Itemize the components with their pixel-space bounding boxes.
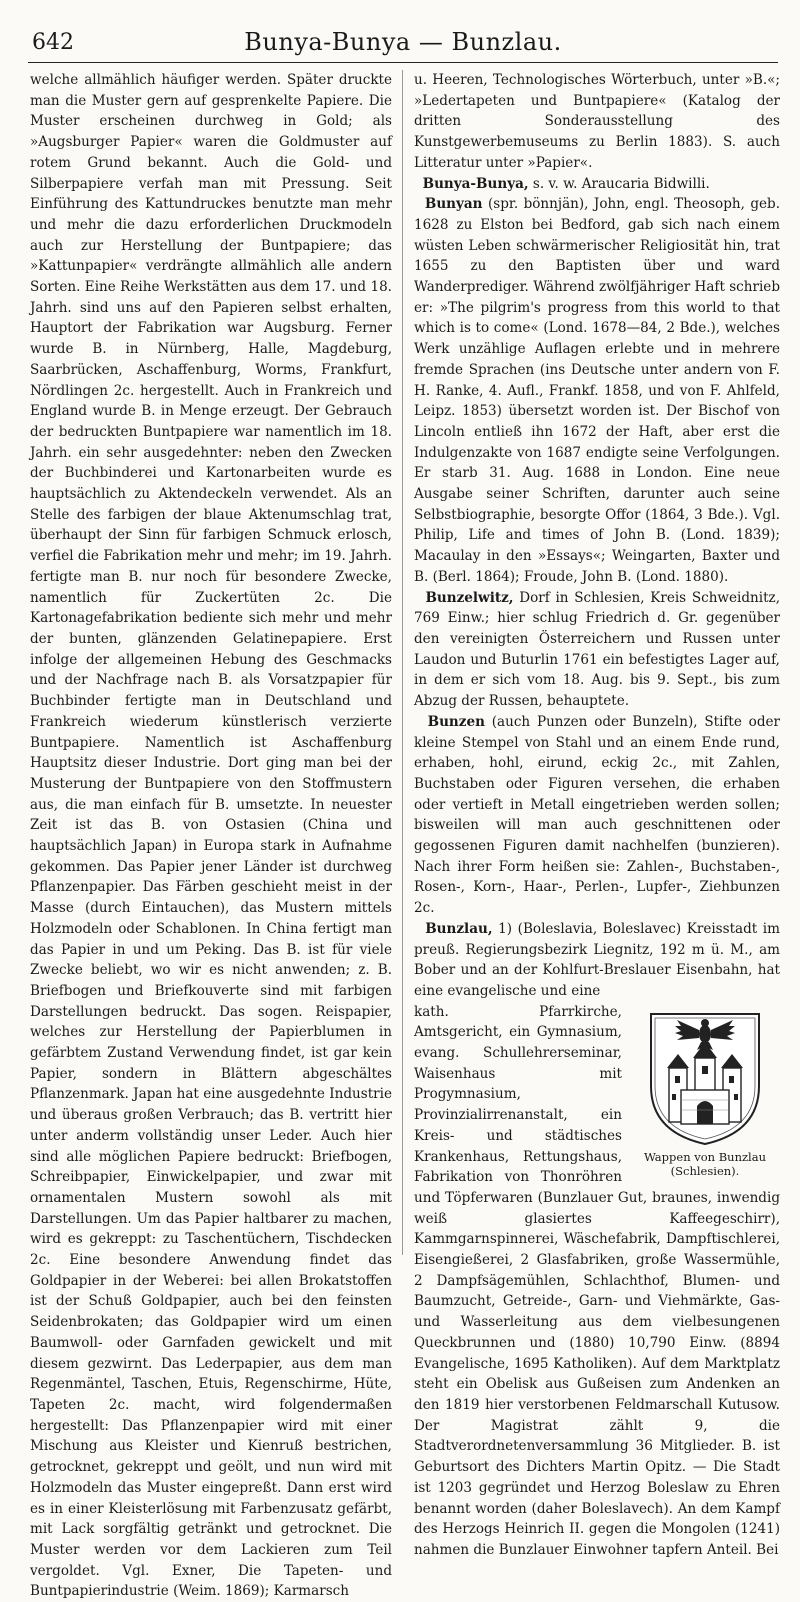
bunzlau-coat-of-arms [630, 1008, 780, 1178]
entry-bunyan [414, 194, 780, 587]
headword-bunzelwitz: Bunzelwitz, [425, 589, 514, 606]
crest-caption-line2: (Schlesien). [670, 1163, 740, 1178]
entry-text-bunzelwitz: Dorf in Schlesien, Kreis Schweidnitz, 769 Einw.; hier schlug Friedrich d. Gr. gegenüber den vereinigten Österreichern und Russen unter Laudon und Buturlin 1761 ein befestigtes Lager auf, in dem er sich vom 18. Aug. bis 9. Sept., bis zum Abzug der Russen, behauptete. [414, 589, 780, 710]
entry-intro-bunzlau: 1) (Boleslavia, Boleslavec) Kreisstadt im preuß. Regierungsbezirk Liegnitz, 192 m ü. M., am Bober und an der Kohlfurt-Breslauer Eisenbahn, hat eine evangelische und eine [414, 920, 780, 999]
coat-of-arms-icon [641, 1008, 769, 1148]
left-column [30, 70, 392, 1602]
column-divider [402, 70, 403, 1255]
buntpapier-bibliography-continuation: u. Heeren, Technologisches Wörterbuch, unter »B.«; »Ledertapeten und Buntpapiere« (Katalog der dritten Sonderausstellung des Kunstgewerbemuseums zu Berlin 1883). S. auch Litteratur unter »Papier«. [414, 72, 780, 171]
headword-bunzen: Bunzen [427, 713, 485, 730]
headword-bunya-bunya: Bunya-Bunya, [422, 175, 529, 192]
headword-bunzlau: Bunzlau, [425, 920, 493, 937]
crest-caption-line1: Wappen von Bunzlau [643, 1149, 766, 1164]
entry-text-bunyan: (spr. bönnjän), John, engl. Theosoph, geb. 1628 zu Elston bei Bedford, gab sich nach einem wüsten Leben schwärmerischer Religiosität hin, trat 1655 zu den Baptisten über und ward Wanderprediger. Während zwölfjähriger Haft schrieb er: »The pilgrim's progress from this world to that which is to come« (Lond. 1678—84, 2 Bde.), welches Werk unzählige Auflagen erlebte und in mehrere fremde Sprachen (ins Deutsche unter andern von F. H. Ranke, 4. Aufl., Frankf. 1858, und von F. Ahlfeld, Leipz. 1853) übersetzt worden ist. Der Bischof von Lincoln entließ ihn 1672 der Haft, aber erst die Indulgenzakte von 1687 endigte seine Verfolgungen. Er starb 31. Aug. 1688 in London. Eine neue Ausgabe seiner Schriften, darunter auch seine Selbstbiographie, besorgte Offor (1864, 3 Bde.). Vgl. Philip, Life and times of John B. (Lond. 1839); Macaulay in den »Essays«; Weingarten, Baxter und B. (Berl. 1864); Froude, John B. (Lond. 1880). [414, 196, 780, 585]
entry-bunzlau [414, 919, 780, 1002]
page-number: 642 [32, 30, 74, 55]
crest-caption [630, 1150, 780, 1178]
running-title: Bunya-Bunya — Bunzlau. [244, 28, 562, 56]
right-column [414, 70, 780, 1561]
entry-bunya-bunya [414, 174, 780, 195]
entry-bunzen [414, 712, 780, 919]
entry-text-bunya-bunya: s. v. w. Araucaria Bidwilli. [528, 175, 710, 192]
entry-text-bunzlau: kath. Pfarrkirche, Amtsgericht, ein Gymnasium, evang. Schullehrerseminar, Waisenhaus mit Progymnasium, Provinzialirrenanstalt, ein Kreis- und städtisches Krankenhaus, Rettungshaus, Fabrikation von Thonröhren und Töpferwaren (Bunzlauer Gut, braunes, inwendig weiß glasiertes Kaffeegeschirr), Kammgarnspinnerei, Wäschefabrik, Dampftischlerei, Eisengießerei, 2 Glasfabriken, große Wassermühle, 2 Dampfsägemühlen, Schlachthof, Blumen- und Baumzucht, Getreide-, Garn- und Viehmärkte, Gas- und Wasserleitung aus dem vielbesungenen Queckbrunnen und (1880) 10,790 Einw. (8894 Evangelische, 1695 Katholiken). Auf dem Marktplatz steht ein Obelisk aus Gußeisen zum Andenken an den 1819 hier verstorbenen Feldmarschall Kutusow. Der Magistrat zählt 9, die Stadtverordnetenversammlung 36 Mitglieder. B. ist Geburtsort des Dichters Martin Opitz. — Die Stadt ist 1203 gegründet und Herzog Boleslaw zu Ehren benannt worden (daher Boleslavech). An dem Kampf des Herzogs Heinrich II. gegen die Mongolen (1241) nahmen die Bunzlauer Einwohner tapfern Anteil. Bei [414, 1003, 780, 1558]
entry-bunzelwitz [414, 588, 780, 712]
headword-bunyan: Bunyan [424, 196, 483, 213]
page-header [28, 22, 778, 63]
buntpapier-article-continuation: welche allmählich häufiger werden. Später druckte man die Muster gern auf gesprenkelte Papiere. Die Muster erscheinen durchweg in Gold; als »Augsburger Papier« waren die Goldmuster auf rotem Grund bekannt. Auch die Gold- und Silberpapiere verfah man mit Pressung. Seit Einführung des Kattundruckes benutzte man mehr und mehr die dazu erforderlichen Druckmodeln auch zur Herstellung der Buntpapiere; das »Kattunpapier« verdrängte allmählich alle andern Sorten. Eine Reihe Werkstätten aus dem 17. und 18. Jahrh. sind uns auf den Papieren selbst erhalten, Hauptort der Fabrikation war Augsburg. Ferner wurde B. in Nürnberg, Halle, Magdeburg, Saarbrücken, Aschaffenburg, Worms, Frankfurt, Nördlingen 2c. hergestellt. Auch in Frankreich und England wurde B. in Menge erzeugt. Der Gebrauch der bedruckten Buntpapiere war namentlich im 18. Jahrh. ein sehr ausgedehnter: neben den Zwecken der Buchbinderei und Kartonarbeiten wurde es hauptsächlich zu Aktendeckeln verwendet. Als an Stelle des farbigen der blaue Aktenumschlag trat, überhaupt der Sinn für farbigen Schmuck erlosch, verfiel die Fabrikation mehr und mehr; im 19. Jahrh. fertigte man B. nur noch für besondere Zwecke, namentlich für Zuckertüten 2c. Die Kartonagefabrikation bediente sich mehr und mehr der bunten, glänzenden Gelatinepapiere. Erst infolge der allgemeinen Hebung des Geschmacks und der Nachfrage nach B. als Vorsatzpapier für Buchbinder fertigte man in Deutschland und Frankreich wiederum künstlerisch verzierte Buntpapiere. Namentlich ist Aschaffenburg Hauptsitz dieser Industrie. Dort ging man bei der Musterung der Buntpapiere von den Stoffmustern aus, die man einfach für B. umsetzte. In neuester Zeit ist das B. von Ostasien (China und hauptsächlich Japan) in Europa stark in Aufnahme gekommen. Das Papier jener Länder ist durchweg Pflanzenpapier. Das Färben geschieht meist in der Masse (durch Eintauchen), das Mustern mittels Holzmodeln oder Schablonen. In China fertigt man das Papier in und um Peking. Das B. ist für viele Zwecke beliebt, wo wir es nicht anwenden; z. B. Briefbogen und Briefkouverte sind mit farbigen Darstellungen bedruckt. Das sogen. Reispapier, welches zur Herstellung der Papierblumen in gefärbtem Zustand Verwendung findet, ist gar kein Papier, sondern in Blättern abgeschältes Pflanzenmark. Japan hat eine ausgedehnte Industrie und überaus großen Verbrauch; das B. vertritt hier unter anderm vollständig unser Leder. Auch hier sind alle möglichen Papiere bedruckt: Briefbogen, Schreibpapier, Einwickelpapier, und zwar mit ornamentalen Mustern sowohl als mit Darstellungen. Um das Papier haltbarer zu machen, wird es gekreppt: zu Taschentüchern, Tischdecken 2c. Eine besondere Anwendung findet das Goldpapier in der Weberei: bei allen Brokatstoffen ist der Schuß Goldpapier, auch bei den feinsten Seidenbrokaten; das Goldpapier wird um einen Baumwoll- oder Garnfaden gewickelt und mit diesem gezwirnt. Das Lederpapier, aus dem man Regenmäntel, Taschen, Etuis, Regenschirme, Hüte, Tapeten 2c. macht, wird folgendermaßen hergestellt: Das Pflanzenpapier wird mit einer Mischung aus Kleister und Kienruß bestrichen, getrocknet, gekreppt und geölt, und nun wird mit Holzmodeln das Muster eingepreßt. Dann erst wird es in einer Kleisterlösung mit Farbenzusatz gefärbt, mit Lack sorgfältig getränkt und getrocknet. Die Muster werden vor dem Lackieren zum Teil vergoldet. Vgl. Exner, Die Tapeten- und Buntpapierindustrie (Weim. 1869); Karmarsch [30, 72, 392, 1600]
entry-text-bunzen: (auch Punzen oder Bunzeln), Stifte oder kleine Stempel von Stahl und an einem Ende rund, erhaben, hohl, eirund, eckig 2c., mit Zahlen, Buchstaben oder Figuren versehen, die erhaben oder vertieft in Metall eingetrieben werden sollen; bisweilen will man auch geschnittenen oder gegossenen Figuren damit nachhelfen (bunzieren). Nach ihrer Form heißen sie: Zahlen-, Buchstaben-, Rosen-, Korn-, Haar-, Perlen-, Lupfer-, Ziehbunzen 2c. [414, 713, 780, 917]
